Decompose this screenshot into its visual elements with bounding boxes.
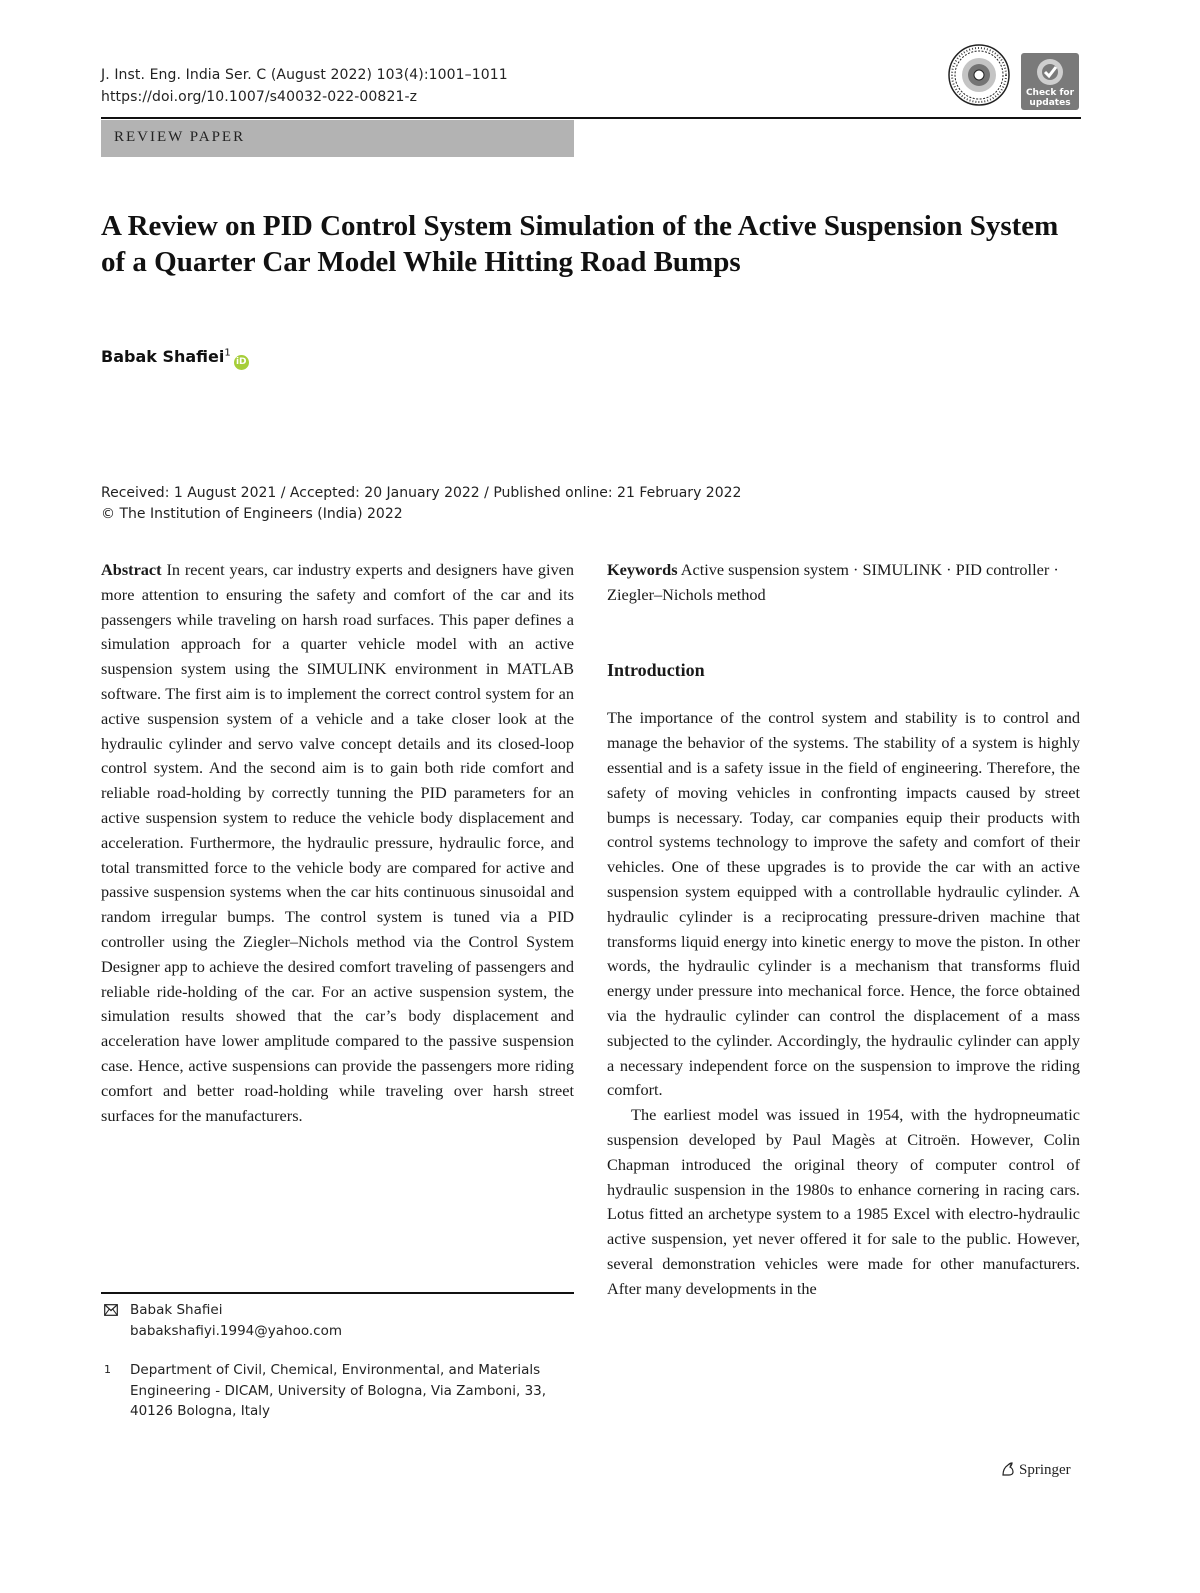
affiliation-text: Department of Civil, Chemical, Environmental, and Materials Engineering - DICAM, University of Bologna, Via Zamboni, 33, 40126 Bologna, Italy <box>130 1362 547 1419</box>
introduction-paragraph-1: The importance of the control system and stability is to control and manage the behavior of the systems. The stability of a system is highly essential and is a safety issue in the field of engineering. Therefore, the safety of moving vehicles in confronting impacts caused by street bumps is necessary. Today, car companies equip their products with control systems technology to improve the safety and comfort of their vehicles. One of these upgrades is to provide the car with an active suspension system equipped with a controllable hydraulic cylinder. A hydraulic cylinder is a reciprocating pressure-driven machine that transforms liquid energy into kinetic energy to move the piston. In other words, the hydraulic cylinder is a mechanism that transforms fluid energy under pressure into mechanical force. Hence, the force obtained via the hydraulic cylinder can control the displacement of a mass subjected to the cylinder. Accordingly, the hydraulic cylinder can apply a necessary independent force on the suspension to improve the riding comfort. <box>607 708 1080 1100</box>
article-history <box>101 483 741 525</box>
right-column <box>607 558 1080 1302</box>
article-title: A Review on PID Control System Simulation of the Active Suspension System of a Quarter Car Model While Hitting Road Bumps <box>101 210 1059 278</box>
abstract-section <box>101 558 574 1128</box>
envelope-icon <box>104 1304 118 1316</box>
abstract-label: Abstract <box>101 560 162 579</box>
doi-link[interactable]: https://doi.org/10.1007/s40032-022-00821-z <box>101 89 418 105</box>
introduction-heading: Introduction <box>607 659 705 680</box>
contact-name: Babak Shafiei <box>130 1302 223 1318</box>
keywords-text: Active suspension system · SIMULINK · PID controller · Ziegler–Nichols method <box>607 560 1059 604</box>
abstract-paragraph <box>101 558 574 1128</box>
journal-citation-block <box>101 64 508 108</box>
publisher-name: Springer <box>1019 1462 1071 1478</box>
author-name[interactable]: Babak Shafiei <box>101 347 225 366</box>
author-affiliation-mark: 1 <box>224 347 231 359</box>
article-type-label: REVIEW PAPER <box>114 129 246 145</box>
orcid-icon[interactable]: iD <box>234 355 249 370</box>
keywords-label: Keywords <box>607 560 678 579</box>
affiliation-number: 1 <box>104 1363 111 1376</box>
institution-seal-icon <box>948 44 1010 106</box>
publisher-mark <box>1000 1461 1071 1479</box>
article-type-banner <box>101 120 574 157</box>
copyright-line: © The Institution of Engineers (India) 2022 <box>101 506 403 522</box>
author-line <box>101 347 249 370</box>
check-for-updates-icon[interactable] <box>1021 53 1079 110</box>
abstract-text: In recent years, car industry experts and designers have given more attention to ensuring the safety and comfort of the car and its passengers while traveling on harsh road surfaces. This paper defines a simulation approach for a quarter vehicle model with an active suspension system using the SIMULINK environment in MATLAB software. The first aim is to implement the correct control system for an active suspension system of a vehicle and a take closer look at the hydraulic cylinder and servo valve concept details and its closed-loop control system. And the second aim is to gain both ride comfort and reliable road-holding by correctly tunning the PID parameters for an active suspension system to reduce the vehicle body displacement and acceleration. Furthermore, the hydraulic pressure, hydraulic force, and total transmitted force to the vehicle body are compared for active and passive suspension systems when the car hits continuous sinusoidal and random irregular bumps. The control system is tuned via a PID controller using the Ziegler–Nichols method via the Control System Designer app to achieve the desired comfort traveling of passengers and reliable ride-holding of the car. For an active suspension system, the simulation results showed that the car’s body displacement and acceleration have lower amplitude compared to the passive suspension case. Hence, active suspensions can provide the passengers more riding comfort and better road-holding while traveling over harsh street surfaces for the manufacturers. <box>101 560 575 1125</box>
header-rule <box>101 117 1081 119</box>
keywords-paragraph <box>607 558 1080 608</box>
springer-horse-icon <box>1000 1461 1016 1477</box>
svg-text:Check for: Check for <box>1025 88 1075 98</box>
contact-email[interactable]: babakshafiyi.1994@yahoo.com <box>130 1322 342 1339</box>
corresponding-author <box>130 1300 342 1341</box>
introduction-paragraph-2: The earliest model was issued in 1954, with the hydropneumatic suspension developed by Paul Magès at Citroën. However, Colin Chapman introduced the original theory of computer control of hydraulic suspension in the 1980s to enhance cornering in racing cars. Lotus fitted an archetype system to a 1985 Excel with electro-hydraulic active suspension, yet never offered it for sale to the public. However, several demonstration vehicles were made for other manufacturers. After many developments in the <box>607 1105 1080 1298</box>
svg-text:updates: updates <box>1029 98 1071 108</box>
footnote-rule <box>101 1292 574 1294</box>
publication-dates: Received: 1 August 2021 / Accepted: 20 January 2022 / Published online: 21 February 2022 <box>101 485 742 501</box>
journal-citation: J. Inst. Eng. India Ser. C (August 2022) 103(4):1001–1011 <box>101 67 508 83</box>
